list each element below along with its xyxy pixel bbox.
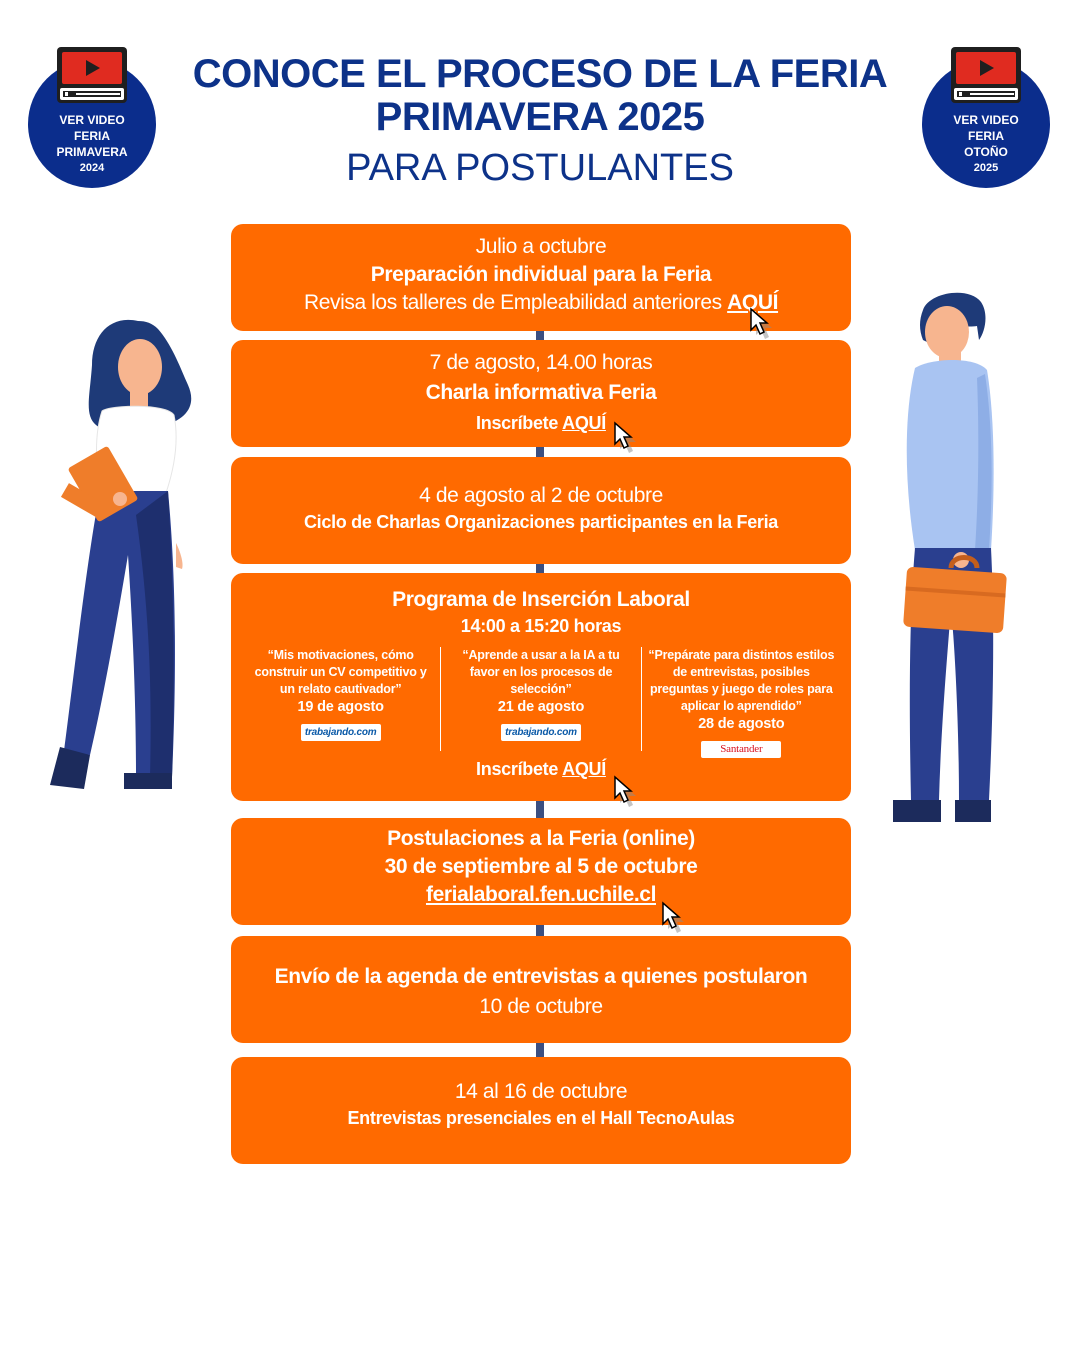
step-title: Entrevistas presenciales en el Hall TecnoAulas	[347, 1108, 735, 1128]
talk-columns	[241, 647, 841, 755]
step-title: Programa de Inserción Laboral	[392, 588, 690, 611]
man-illustration	[885, 288, 1020, 828]
cursor-pointer-icon	[612, 420, 642, 454]
woman-illustration	[40, 315, 200, 795]
talk-item	[641, 647, 841, 755]
page-subtitle: PARA POSTULANTES	[346, 147, 734, 189]
video-badge-label: VER VIDEO FERIA PRIMAVERA 2024	[56, 113, 128, 174]
charla-aqui-link[interactable]: AQUÍ	[562, 413, 606, 433]
step-title: Preparación individual para la Feria	[370, 263, 712, 286]
video-badge-label: VER VIDEO FERIA OTOÑO 2025	[953, 113, 1019, 174]
talk-name: “Aprende a usar a la IA a tu favor en los procesos de selección”	[462, 648, 620, 696]
talk-date: 19 de agosto	[297, 699, 384, 715]
step-date: 14 al 16 de octubre	[454, 1080, 628, 1103]
video-player-icon	[950, 46, 1022, 104]
step-time: 14:00 a 15:20 horas	[460, 616, 622, 636]
video-badge-otono-2025[interactable]	[922, 60, 1050, 188]
step-text: Revisa los talleres de Empleabilidad anteriores AQUÍ	[303, 291, 779, 314]
step-date: 4 de agosto al 2 de octubre	[419, 484, 663, 507]
step-text: Inscríbete AQUÍ	[476, 413, 606, 433]
step-date: Julio a octubre	[475, 235, 607, 258]
cursor-pointer-icon	[660, 900, 690, 934]
page-title-line1: CONOCE EL PROCESO DE LA FERIA	[192, 52, 888, 96]
talk-item	[440, 647, 640, 751]
trabajando-logo: trabajando.com	[501, 724, 581, 741]
talk-name: “Mis motivaciones, cómo construir un CV competitivo y un relato cautivador”	[254, 648, 427, 696]
step-title: Envío de la agenda de entrevistas a quienes postularon	[274, 965, 808, 988]
step-date: 7 de agosto, 14.00 horas	[429, 351, 653, 374]
step-title: Ciclo de Charlas Organizaciones participantes en la Feria	[303, 512, 779, 532]
santander-logo: Santander	[701, 741, 781, 758]
step-date: 10 de octubre	[479, 995, 603, 1018]
step-ciclo-charlas	[231, 457, 851, 564]
video-player-icon	[56, 46, 128, 104]
programa-aqui-link[interactable]: AQUÍ	[562, 759, 606, 779]
step-text: Inscríbete AQUÍ	[476, 759, 606, 779]
step-title: Charla informativa Feria	[425, 381, 657, 404]
step-charla-informativa	[231, 340, 851, 447]
page-header	[160, 52, 920, 194]
cursor-pointer-icon	[612, 774, 642, 808]
talk-item	[241, 647, 440, 751]
trabajando-logo: trabajando.com	[301, 724, 381, 741]
step-date: 30 de septiembre al 5 de octubre	[384, 855, 698, 878]
cursor-pointer-icon	[748, 306, 778, 340]
video-badge-primavera-2024[interactable]	[28, 60, 156, 188]
step-agenda-entrevistas	[231, 936, 851, 1043]
step-entrevistas-presenciales	[231, 1057, 851, 1164]
feria-website-link[interactable]: ferialaboral.fen.uchile.cl	[425, 883, 656, 906]
step-title: Postulaciones a la Feria (online)	[387, 827, 695, 850]
talleres-aqui-link[interactable]: AQUÍ	[727, 291, 779, 314]
talk-date: 21 de agosto	[497, 699, 585, 715]
page-title-line2: PRIMAVERA 2025	[375, 95, 705, 139]
talk-date: 28 de agosto	[698, 716, 785, 732]
step-postulaciones	[231, 818, 851, 925]
step-programa-insercion	[231, 573, 851, 801]
talk-name: “Prepárate para distintos estilos de entrevistas, posibles preguntas y juego de roles para aplicar lo aprendido”	[648, 648, 835, 713]
